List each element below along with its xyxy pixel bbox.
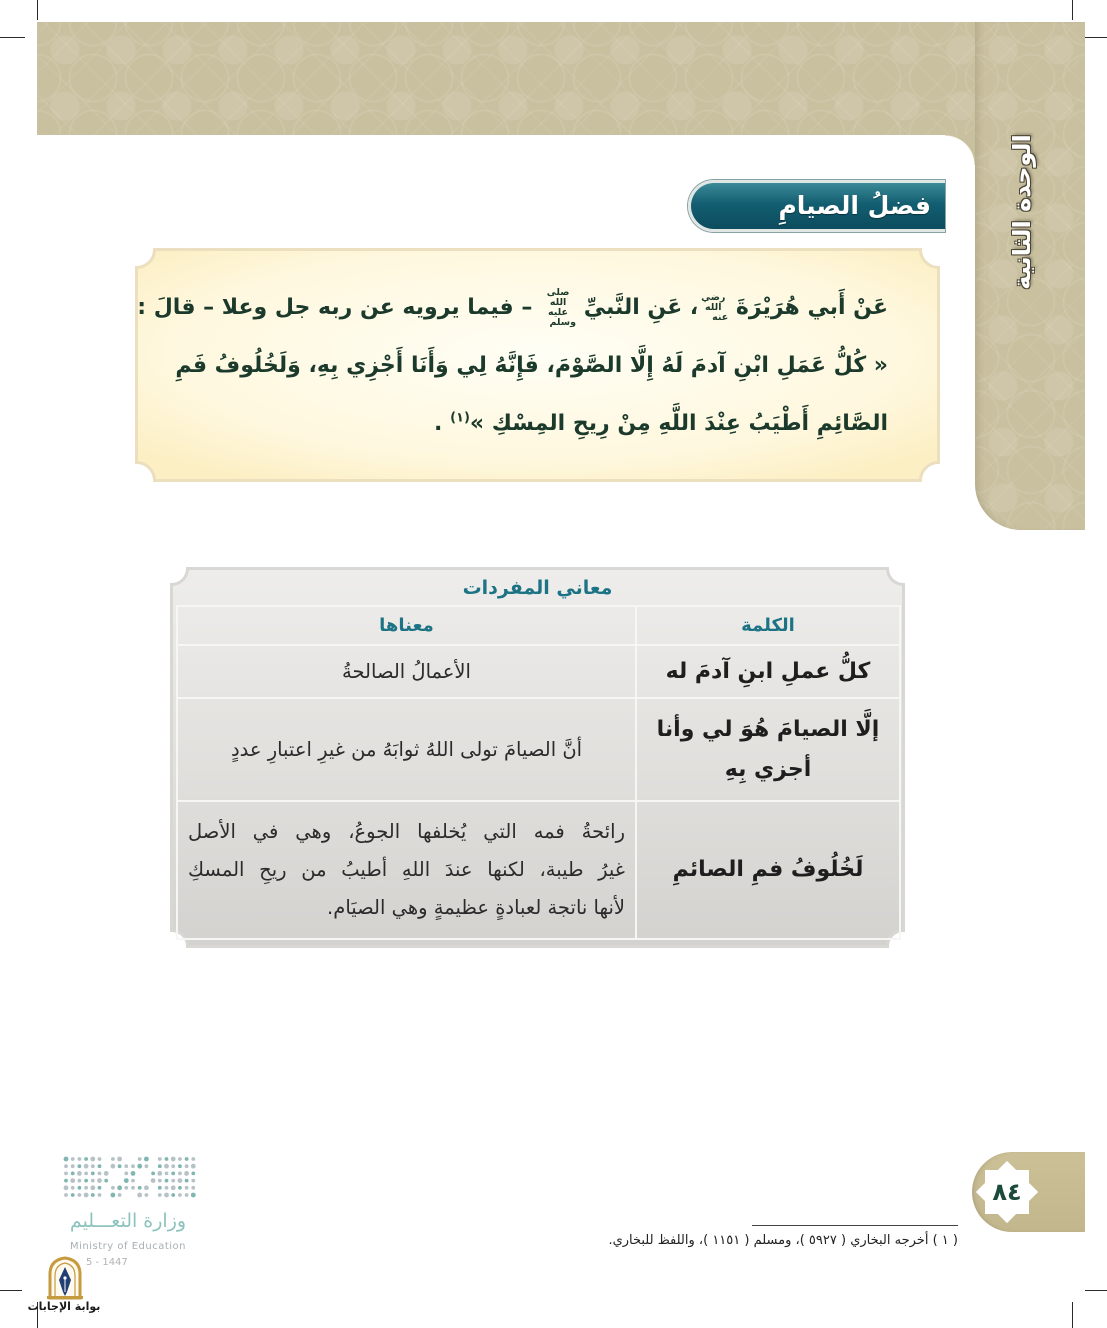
logo-dot bbox=[178, 1157, 182, 1161]
meaning-line: رائحةُ فمه التي يُخلفها الجوعُ، وهي في الأصل bbox=[188, 820, 625, 843]
logo-dot bbox=[71, 1186, 75, 1190]
logo-dot bbox=[137, 1193, 142, 1198]
logo-dot bbox=[171, 1164, 175, 1168]
logo-dot bbox=[124, 1186, 128, 1190]
logo-dot bbox=[184, 1171, 189, 1176]
logo-dot bbox=[64, 1164, 68, 1168]
logo-dot bbox=[91, 1179, 95, 1183]
logo-dot bbox=[158, 1164, 162, 1168]
logo-dot bbox=[71, 1157, 75, 1161]
meaning-line: لأنها ناتجة لعبادةٍ عظيمةٍ وهي الصيَام. bbox=[327, 896, 625, 919]
hadith-line-3 bbox=[188, 395, 888, 453]
logo-dot bbox=[158, 1193, 162, 1197]
page-number: ٨٤ bbox=[992, 1178, 1022, 1206]
logo-dot bbox=[84, 1179, 88, 1183]
logo-dot bbox=[117, 1185, 122, 1190]
logo-dot bbox=[71, 1172, 75, 1176]
crop-mark-bottom-right-h bbox=[1085, 1290, 1107, 1291]
logo-dot bbox=[178, 1186, 182, 1190]
academic-years: 5 - 1447 bbox=[86, 1257, 128, 1268]
hadith-line-3-text: الصَّائِمِ أَطْيَبُ عِنْدَ اللَّهِ مِنْ رِيحِ المِسْكِ » bbox=[469, 411, 888, 436]
logo-dot bbox=[98, 1186, 102, 1190]
meaning-cell bbox=[177, 801, 636, 939]
logo-dot bbox=[151, 1178, 156, 1183]
logo-dot bbox=[104, 1179, 108, 1183]
logo-dot bbox=[191, 1179, 195, 1183]
honorific-companion: رضي الله عنه bbox=[701, 292, 729, 323]
logo-dot bbox=[138, 1157, 142, 1161]
logo-dot bbox=[77, 1171, 82, 1176]
unit-label: الوحدة الثانية bbox=[1008, 134, 1036, 290]
logo-dot bbox=[84, 1164, 89, 1169]
logo-dot bbox=[144, 1157, 149, 1162]
logo-dot bbox=[165, 1186, 169, 1190]
logo-dot bbox=[84, 1157, 88, 1161]
hadith-box bbox=[135, 248, 940, 482]
logo-dot bbox=[185, 1186, 189, 1190]
crop-mark-bottom-right-v bbox=[1072, 1302, 1073, 1328]
hadith-line-1 bbox=[137, 279, 888, 337]
logo-dot bbox=[124, 1164, 128, 1168]
hadith-text bbox=[137, 279, 888, 453]
section-title: فضلُ الصيامِ bbox=[778, 191, 931, 220]
logo-dot bbox=[185, 1157, 189, 1161]
logo-dot bbox=[84, 1193, 89, 1198]
table-header-row bbox=[177, 606, 900, 645]
logo-dot bbox=[178, 1193, 182, 1197]
logo-dot bbox=[64, 1157, 69, 1162]
logo-dot bbox=[178, 1172, 182, 1176]
logo-dot bbox=[98, 1157, 102, 1161]
logo-dot bbox=[64, 1172, 68, 1176]
meaning-line: أنَّ الصيامَ تولى اللهُ ثوابَهُ من غيرِ اعتبارِ عددٍ bbox=[230, 737, 583, 761]
ministry-name-en: Ministry of Education bbox=[70, 1241, 186, 1252]
logo-dot bbox=[164, 1164, 169, 1169]
meaning-cell bbox=[177, 698, 636, 801]
logo-dot bbox=[64, 1179, 68, 1183]
crop-mark-top-left-v bbox=[37, 0, 38, 20]
crop-mark-bottom-left-h bbox=[0, 1290, 22, 1291]
logo-dot bbox=[158, 1157, 162, 1161]
footnote-divider bbox=[752, 1225, 958, 1226]
logo-dot bbox=[91, 1164, 95, 1168]
logo-dot bbox=[64, 1185, 69, 1190]
logo-dot bbox=[191, 1193, 196, 1198]
crop-mark-top-left-h bbox=[0, 37, 25, 38]
header-meaning: معناها bbox=[177, 606, 636, 645]
word-cell bbox=[636, 645, 900, 698]
table-row bbox=[177, 645, 900, 698]
logo-dot bbox=[97, 1178, 102, 1183]
hadith-intro: – فيما يرويه عن ربه جل وعلا – قالَ : bbox=[137, 295, 533, 320]
logo-dot bbox=[91, 1172, 95, 1176]
logo-dot bbox=[131, 1186, 135, 1190]
logo-dot bbox=[117, 1157, 122, 1162]
portal-arch-pen-icon bbox=[44, 1256, 86, 1300]
logo-dot bbox=[191, 1172, 195, 1176]
logo-dot bbox=[111, 1186, 115, 1190]
logo-dot bbox=[151, 1172, 155, 1176]
logo-dot bbox=[78, 1164, 82, 1168]
header-word: الكلمة bbox=[636, 606, 900, 645]
logo-dot bbox=[111, 1164, 116, 1169]
logo-dot bbox=[111, 1193, 116, 1198]
word-line: لَخُلُوفُ فمِ الصائمِ bbox=[672, 857, 864, 882]
meaning-line: غيرُ طيبة، لكنها عندَ اللهِ أطيبُ من ريحِ المسكِ bbox=[188, 858, 625, 881]
logo-dot bbox=[158, 1179, 162, 1183]
logo-dot bbox=[104, 1171, 109, 1176]
logo-dot bbox=[191, 1157, 195, 1161]
logo-dot bbox=[90, 1157, 95, 1162]
logo-dot bbox=[131, 1179, 135, 1183]
logo-dot bbox=[178, 1164, 182, 1168]
logo-dot bbox=[165, 1172, 169, 1176]
logo-dot bbox=[165, 1179, 169, 1183]
logo-dot bbox=[78, 1157, 82, 1161]
logo-dot bbox=[90, 1185, 95, 1190]
logo-dot bbox=[71, 1193, 75, 1197]
logo-dot bbox=[191, 1164, 196, 1169]
section-title-badge bbox=[688, 180, 945, 232]
logo-dot bbox=[144, 1185, 149, 1190]
logo-dot bbox=[124, 1172, 128, 1176]
footnote-reference: (١) bbox=[450, 410, 470, 426]
banner-inner-corner bbox=[945, 135, 975, 165]
logo-dot bbox=[191, 1186, 195, 1190]
table-row bbox=[177, 698, 900, 801]
logo-dot bbox=[78, 1186, 82, 1190]
logo-dot bbox=[84, 1186, 88, 1190]
logo-dot bbox=[171, 1157, 176, 1162]
logo-dot bbox=[118, 1164, 122, 1168]
vocabulary-title: معاني المفردات bbox=[462, 577, 613, 599]
logo-dot bbox=[185, 1193, 189, 1197]
logo-dot bbox=[124, 1178, 129, 1183]
logo-dot bbox=[138, 1186, 142, 1190]
hadith-narrator: عَنْ أَبي هُرَيْرَةَ bbox=[735, 295, 888, 320]
word-cell bbox=[636, 801, 900, 939]
logo-dot bbox=[71, 1164, 75, 1168]
page-number-badge bbox=[972, 1152, 1085, 1232]
logo-dot bbox=[185, 1164, 189, 1168]
portal-name: بوابة الإجابات bbox=[27, 1300, 101, 1313]
logo-dot bbox=[98, 1193, 102, 1197]
logo-dot bbox=[145, 1193, 149, 1197]
meaning-cell bbox=[177, 645, 636, 698]
logo-dot bbox=[91, 1193, 95, 1197]
logo-dot bbox=[171, 1185, 176, 1190]
logo-dot bbox=[171, 1179, 175, 1183]
logo-dot bbox=[157, 1171, 162, 1176]
logo-dot bbox=[78, 1179, 82, 1183]
header-banner bbox=[37, 22, 1085, 135]
logo-dot bbox=[164, 1193, 169, 1198]
logo-dot bbox=[64, 1193, 68, 1197]
vocabulary-box bbox=[170, 567, 905, 948]
crop-mark-top-right-h bbox=[1085, 37, 1107, 38]
word-line: أجزي بِهِ bbox=[724, 756, 812, 782]
logo-dot bbox=[84, 1172, 88, 1176]
logo-dot bbox=[98, 1164, 102, 1168]
logo-dot bbox=[158, 1186, 162, 1190]
hadith-line-3-end: . bbox=[434, 411, 443, 436]
logo-dot bbox=[118, 1193, 122, 1197]
logo-dot bbox=[165, 1157, 169, 1161]
crop-mark-top-right-v bbox=[1072, 0, 1073, 20]
word-line: إلَّا الصيامَ هُوَ لي وأنا bbox=[656, 716, 880, 742]
logo-dot bbox=[171, 1193, 175, 1197]
hadith-line-2: « كُلُّ عَمَلِ ابْنِ آدمَ لَهُ إِلَّا الصَّوْمَ، فَإِنَّهُ لِي وَأَنَا أَجْزِي بِهِ، وَلَخُلُوفُ فَمِ bbox=[175, 353, 888, 378]
logo-dot bbox=[78, 1193, 82, 1197]
logo-dot bbox=[178, 1178, 183, 1183]
logo-dot bbox=[111, 1157, 115, 1161]
logo-dot bbox=[185, 1179, 189, 1183]
word-cell bbox=[636, 698, 900, 801]
ministry-name-ar: وزارة التعـــليم bbox=[69, 1210, 187, 1232]
table-row bbox=[177, 801, 900, 939]
logo-dot bbox=[131, 1164, 135, 1168]
footnote: ( ١ ) أخرجه البخاري ( ٥٩٢٧ )، ومسلم ( ١١٥١ )، واللفظ للبخاري. bbox=[608, 1233, 958, 1248]
hadith-prophet-ref: ، عَنِ النَّبيِّ bbox=[583, 295, 699, 320]
honorific-prophet: صلى الله عليه وسلم bbox=[546, 287, 577, 328]
logo-dot bbox=[98, 1172, 102, 1176]
ministry-logo-dots-icon bbox=[62, 1155, 197, 1200]
word-line: كلُّ عملِ ابنِ آدمَ له bbox=[665, 658, 871, 684]
logo-dot bbox=[145, 1164, 149, 1168]
logo-dot bbox=[131, 1171, 136, 1176]
logo-dot bbox=[171, 1172, 175, 1176]
meaning-line: الأعمالُ الصالحةُ bbox=[342, 659, 471, 683]
logo-dot bbox=[70, 1178, 75, 1183]
logo-dot bbox=[137, 1164, 142, 1169]
vocabulary-table bbox=[176, 605, 901, 940]
